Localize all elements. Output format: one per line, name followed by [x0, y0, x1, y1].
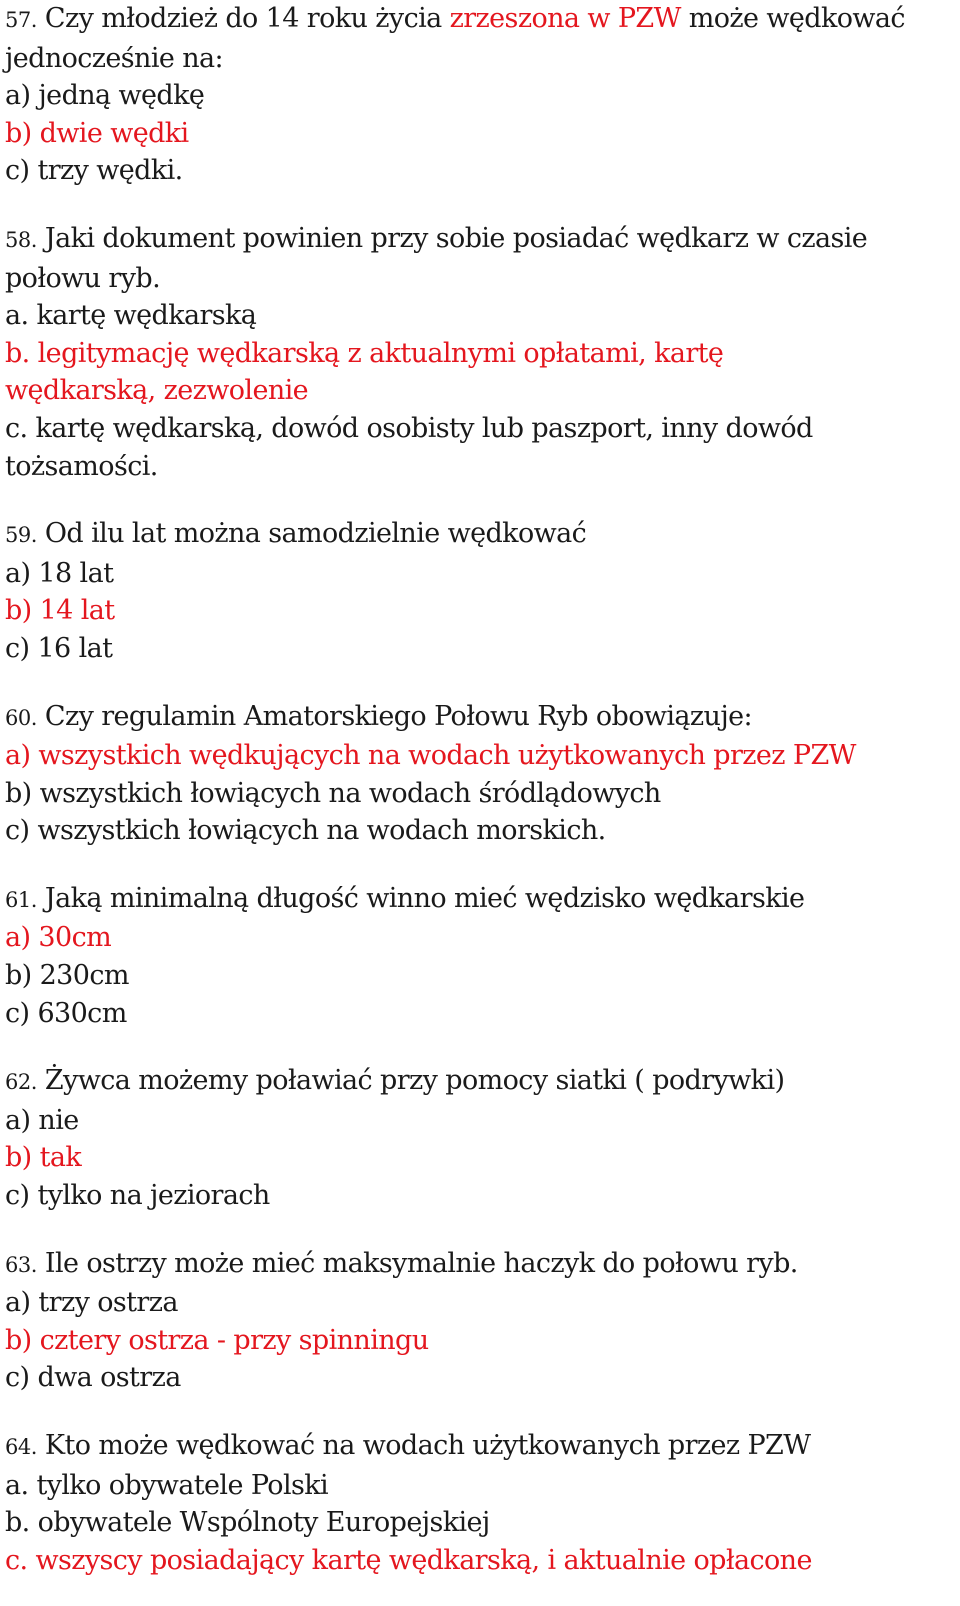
question-text: Czy regulamin Amatorskiego Połowu Ryb obowiązuje: [36, 700, 752, 732]
question-text-line [5, 880, 950, 920]
question-text-line [5, 1245, 950, 1285]
correct-answer-option: b) dwie wędki [5, 117, 189, 149]
question-number: 58. [5, 227, 37, 252]
answer-option: c) trzy wędki. [5, 155, 183, 187]
answer-option: c) 630cm [5, 997, 127, 1029]
question-number: 63. [5, 1252, 37, 1277]
correct-answer-option: b) 14 lat [5, 595, 115, 627]
question-spacer [5, 485, 950, 515]
question-number: 59. [5, 523, 37, 548]
question-text: Jaką minimalną długość winno mieć wędzisko wędkarskie [36, 882, 805, 914]
question-spacer [5, 1215, 950, 1245]
question-block [5, 698, 950, 850]
question-text: Żywca możemy poławiać przy pomocy siatki ( podrywki) [36, 1065, 785, 1097]
answer-option: a. tylko obywatele Polski [5, 1469, 329, 1501]
answer-option: b. obywatele Wspólnoty Europejskiej [5, 1507, 490, 1539]
question-text-line [5, 698, 950, 738]
question-text-line [5, 1062, 950, 1102]
question-block [5, 880, 950, 1032]
correct-answer-option: a) 30cm [5, 922, 112, 954]
question-block [5, 515, 950, 667]
question-text-line [5, 0, 950, 40]
question-number: 61. [5, 887, 37, 912]
question-block [5, 1062, 950, 1214]
question-spacer [5, 850, 950, 880]
answer-option: a) jedną wędkę [5, 80, 205, 112]
question-text-line [5, 220, 950, 260]
answer-option: b) 230cm [5, 960, 129, 992]
question-spacer [5, 1397, 950, 1427]
question-block [5, 0, 950, 190]
question-text: Jaki dokument powinien przy sobie posiadać wędkarz w czasie [36, 222, 868, 254]
correct-answer-option: b) tak [5, 1142, 82, 1174]
question-block [5, 1245, 950, 1397]
question-spacer [5, 1032, 950, 1062]
question-text: Ile ostrzy może mieć maksymalnie haczyk do połowu ryb. [36, 1247, 798, 1279]
question-text-line [5, 40, 950, 78]
question-text: połowu ryb. [5, 262, 161, 294]
question-text: Od ilu lat można samodzielnie wędkować [36, 518, 587, 550]
question-spacer [5, 668, 950, 698]
question-text: Kto może wędkować na wodach użytkowanych przez PZW [36, 1430, 811, 1461]
answer-option: a) nie [5, 1104, 79, 1136]
answer-option: tożsamości. [5, 450, 158, 482]
question-spacer [5, 190, 950, 220]
question-text: Czy młodzież do 14 roku życia [36, 3, 450, 34]
answer-option: a) trzy ostrza [5, 1287, 178, 1319]
highlighted-text: zrzeszona w PZW [449, 3, 681, 34]
answer-option: c) tylko na jeziorach [5, 1180, 270, 1212]
answer-option: c) 16 lat [5, 632, 113, 664]
question-number: 57. [5, 8, 37, 32]
correct-answer-option: wędkarską, zezwolenie [5, 375, 309, 407]
quiz-document [5, 0, 950, 1579]
question-text: jednocześnie na: [5, 42, 224, 74]
question-number: 60. [5, 705, 37, 730]
question-number: 64. [5, 1435, 37, 1459]
correct-answer-option: c. wszyscy posiadający kartę wędkarską, i aktualnie opłacone [5, 1544, 812, 1576]
question-text-line [5, 1427, 950, 1467]
answer-option: c. kartę wędkarską, dowód osobisty lub paszport, inny dowód [5, 412, 813, 444]
question-block [5, 1427, 950, 1579]
correct-answer-option: b) cztery ostrza - przy spinningu [5, 1324, 429, 1356]
question-number: 62. [5, 1070, 37, 1095]
answer-option: c) dwa ostrza [5, 1362, 181, 1394]
question-text-line [5, 515, 950, 555]
correct-answer-option: a) wszystkich wędkujących na wodach użytkowanych przez PZW [5, 740, 856, 772]
answer-option: c) wszystkich łowiących na wodach morskich. [5, 815, 606, 847]
correct-answer-option: b. legitymację wędkarską z aktualnymi opłatami, kartę [5, 337, 724, 369]
answer-option: a) 18 lat [5, 557, 114, 589]
question-block [5, 220, 950, 485]
question-text: może wędkować [680, 3, 905, 34]
answer-option: b) wszystkich łowiących na wodach śródlądowych [5, 777, 661, 809]
question-text-line [5, 260, 950, 298]
answer-option: a. kartę wędkarską [5, 300, 257, 332]
